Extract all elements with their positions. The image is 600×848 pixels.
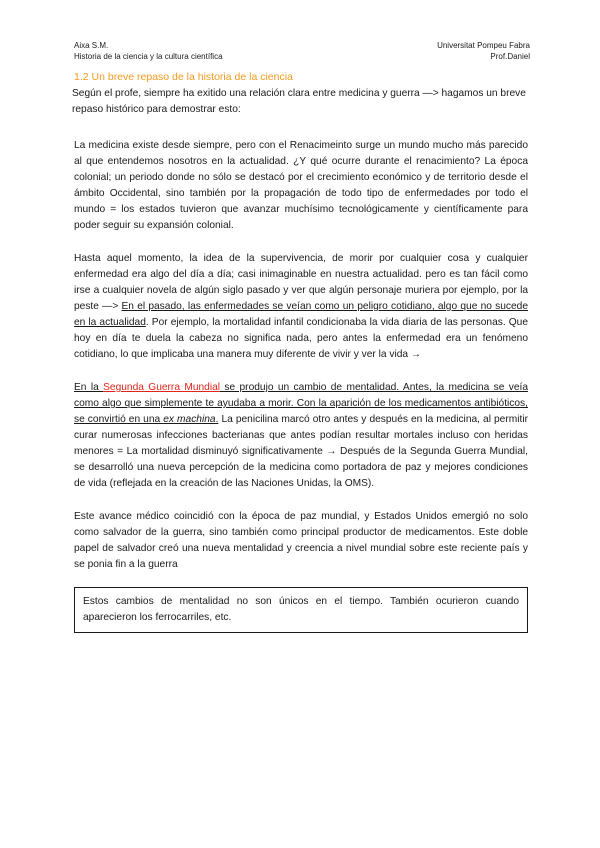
note-text: Estos cambios de mentalidad no son únicos en el tiempo. También ocurieron cuando aparecieron los ferrocarriles, etc. [83, 596, 519, 623]
header-right [437, 40, 530, 62]
paragraph-survival [74, 251, 528, 363]
p2-text-start: Hasta aquel momento, la idea de la supervivencia, de morir por cualquier cosa y cualquier enfermedad era algo del día a día; casi inimaginable en nuestra actualidad. pero es tan fácil como irse a cualquier novela de algún siglo pasado y ver que algún personaje muriera por ejemplo, por la peste —> [74, 253, 528, 312]
p2-text-end: . Por ejemplo, la mortalidad infantil condicionaba la vida diaria de las personas. Que hoy en día te duela la cabeza no significa nada, pero antes la enfermedad era un fenómeno cotidiano, lo que implicaba una manera muy diferente de vivir y ver la vida → [74, 317, 528, 360]
p3-highlight-ww2: Segunda Guerra Mundial [103, 382, 221, 393]
p3-italic-ex-machina: ex machina [163, 414, 216, 425]
paragraph-renaissance: La medicina existe desde siempre, pero con el Renacimeinto surge un mundo mucho más parecido al que entendemos nosotros en la actualidad. ¿Y qué ocurre durante el renacimiento? La época colonial; un periodo donde no sólo se destacó por el crecimiento económico y de territorio desde el ámbito Occidental, sino también por la propagación de todo tipo de enfermedades por todo el mundo = los estados tuvieron que avanzar muchísimo tecnológicamente y científicamente para poder seguir su expansión colonial. [74, 140, 528, 231]
header-university: Universitat Pompeu Fabra [437, 41, 530, 50]
p3-underlined-1: En la [74, 382, 104, 393]
note-box [74, 587, 528, 633]
header-left [74, 40, 223, 62]
p3-underlined-3: . [215, 414, 219, 425]
header-author: Aixa S.M. [74, 41, 109, 50]
p3-text-rest: La penicilina marcó otro antes y después en la medicina, al permitir curar numerosas infecciones bacterianas que antes podían resultar mortales incluso con heridas menores = La mortalidad disminuyó significativamente → Después de la Segunda Guerra Mundial, se desarrolló una nueva percepción de la medicina como portadora de paz y mejores condiciones de vida (reflejada en la creación de las Naciones Unidas, la OMS). [74, 414, 528, 489]
intro-paragraph: Según el profe, siempre ha exitido una relación clara entre medicina y guerra —> hagamos un breve repaso histórico para demostrar esto: [72, 88, 526, 115]
header-subject: Historia de la ciencia y la cultura científica [74, 52, 223, 61]
p2-underlined-text: En el pasado, las enfermedades se veían como un peligro cotidiano, algo que no sucede en la actualidad [74, 301, 528, 328]
document-body [74, 70, 528, 633]
paragraph-usa: Este avance médico coincidió con la época de paz mundial, y Estados Unidos emergió no solo como salvador de la guerra, sino también como principal productor de medicamentos. Este doble papel de salvador creó una nueva mentalidad y creencia a nivel mundial sobre este reciente país y se ponia fin a la guerra [74, 511, 528, 570]
section-title: 1.2 Un breve repaso de la historia de la ciencia [74, 71, 293, 83]
header-professor: Prof.Daniel [490, 52, 530, 61]
p3-underlined-2: se produjo un cambio de mentalidad. Antes, la medicina se veía como algo que simplemente te ayudaba a morir. Con la aparición de los medicamentos antibióticos, se convirtió en una [74, 382, 528, 425]
paragraph-ww2 [74, 380, 528, 492]
